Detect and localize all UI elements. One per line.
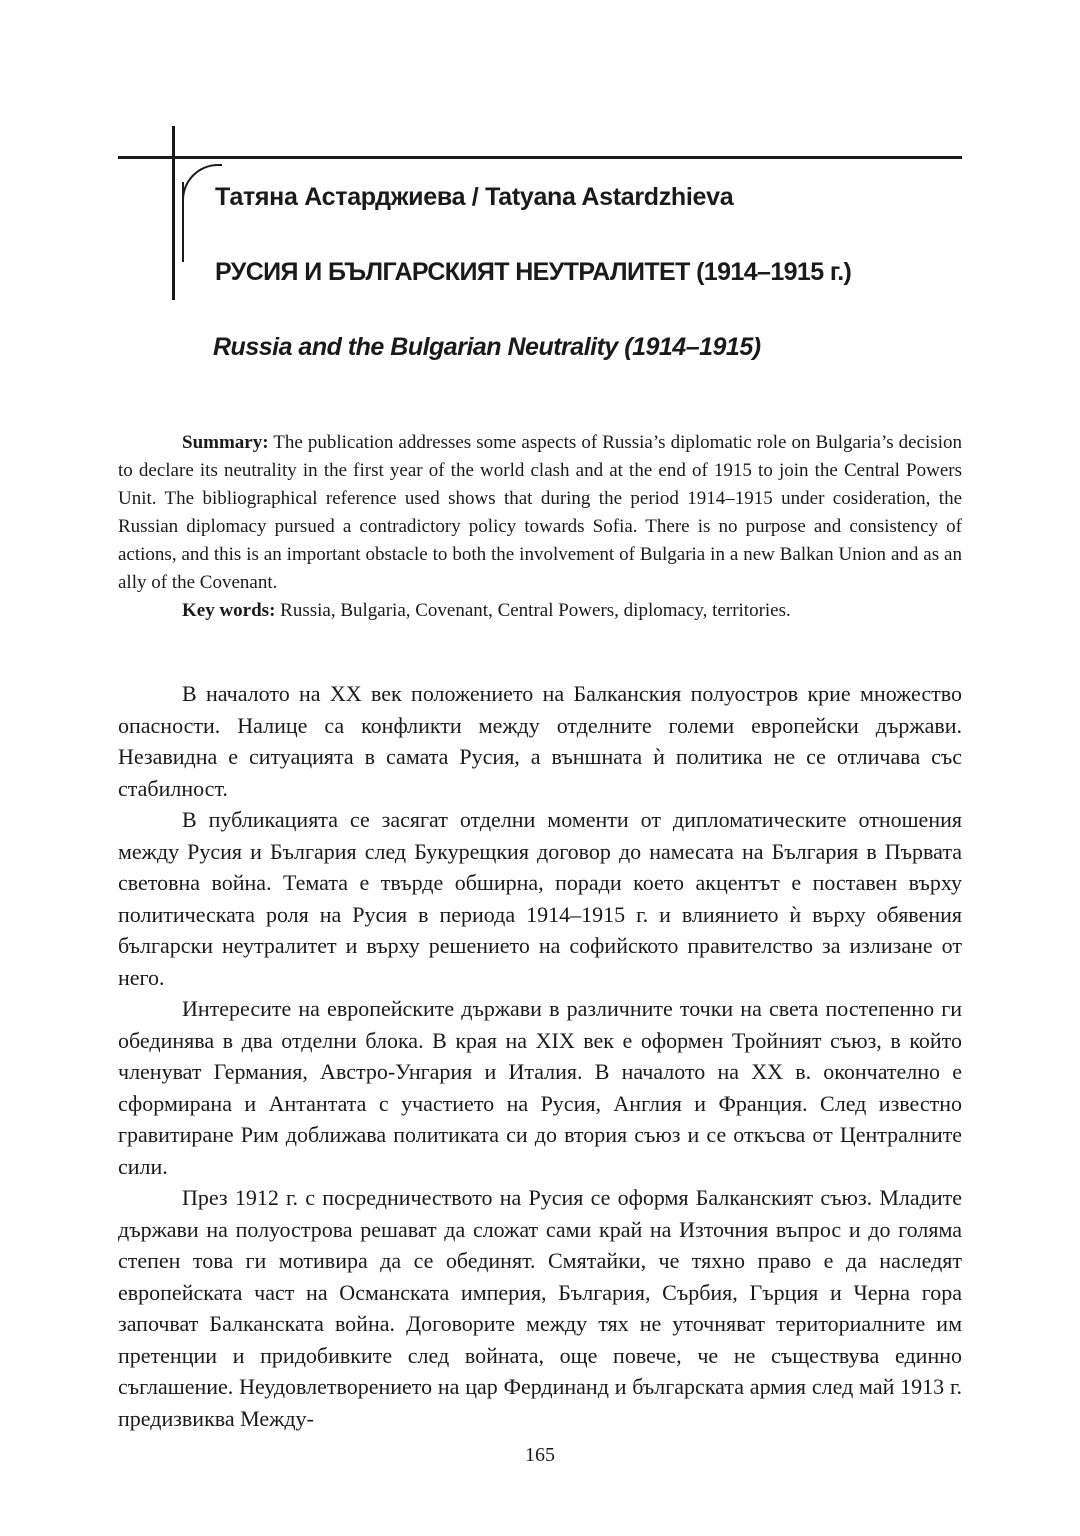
summary-paragraph <box>118 429 962 597</box>
article-title-bg: РУСИЯ И БЪЛГАРСКИЯТ НЕУТРАЛИТЕТ (1914–1915 г.) <box>215 258 852 286</box>
summary-text: The publication addresses some aspects of Russia’s diplomatic role on Bulgaria’s decision to declare its neutrality in the first year of the world clash and at the end of 1915 to join the Central Powers Unit. The bibliographical reference used shows that during the period 1914–1915 under cosideration, the Russian diplomacy pursued a contradictory policy towards Sofia. There is no purpose and consistency of actions, and this is an important obstacle to both the involvement of Bulgaria in a new Balkan Union and as an ally of the Covenant. <box>118 432 962 593</box>
body-paragraph: В публикацията се засягат отделни моменти от дипломатическите отношения между Русия и България след Букурещкия договор до намесата на България в Първата световна война. Темата е твърде обширна, поради което акцентът е поставен върху политическата роля на Русия в периода 1914–1915 г. и влиянието ѝ върху обявения български неутралитет и върху решението на софийското правителство за излизане от него. <box>118 807 962 990</box>
header-rule-horizontal <box>118 156 962 159</box>
keywords-paragraph <box>118 597 962 625</box>
body-paragraph: Интересите на европейските държави в различните точки на света постепенно ги обединява в два отделни блока. В края на ХІХ век е оформен Тройният съюз, в който членуват Германия, Австро-Унгария и Италия. В началото на ХХ в. окончателно е сформирана и Антантата с участието на Русия, Англия и Франция. След известно гравитиране Рим доближава политиката си до втория съюз и се откъсва от Централните сили. <box>118 996 962 1179</box>
article-title-en: Russia and the Bulgarian Neutrality (1914–1915) <box>213 333 761 361</box>
header-rule-vertical <box>172 126 175 300</box>
author-name: Татяна Астарджиева / Tatyana Astardzhieva <box>215 183 734 211</box>
article-body <box>118 678 962 1434</box>
keywords-text: Russia, Bulgaria, Covenant, Central Powers, diplomacy, territories. <box>280 600 791 621</box>
summary-block <box>118 429 962 625</box>
summary-label: Summary: <box>182 432 269 453</box>
body-paragraph: През 1912 г. с посредничеството на Русия се оформя Балканският съюз. Младите държави на полуострова решават да сложат сами край на Източния въпрос и до голяма степен това ги мотивира да се обединят. Смятайки, че тяхно право е да наследят европейската част на Османската империя, България, Сърбия, Гърция и Черна гора започват Балканската война. Договорите между тях не уточняват териториалните им претенции и придобивките след войната, още повече, че не съществува единно съглашение. Неудовлетворението на цар Фердинанд и българската армия след май 1913 г. предизвиква Между- <box>118 1185 962 1431</box>
keywords-label: Key words: <box>182 600 276 621</box>
body-paragraph: В началото на ХХ век положението на Балканския полуостров крие множество опасности. Налице са конфликти между отделните големи европейски държави. Незавидна е ситуацията в самата Русия, а външната ѝ политика не се отличава със стабилност. <box>118 681 962 801</box>
page-number: 165 <box>525 1444 555 1466</box>
